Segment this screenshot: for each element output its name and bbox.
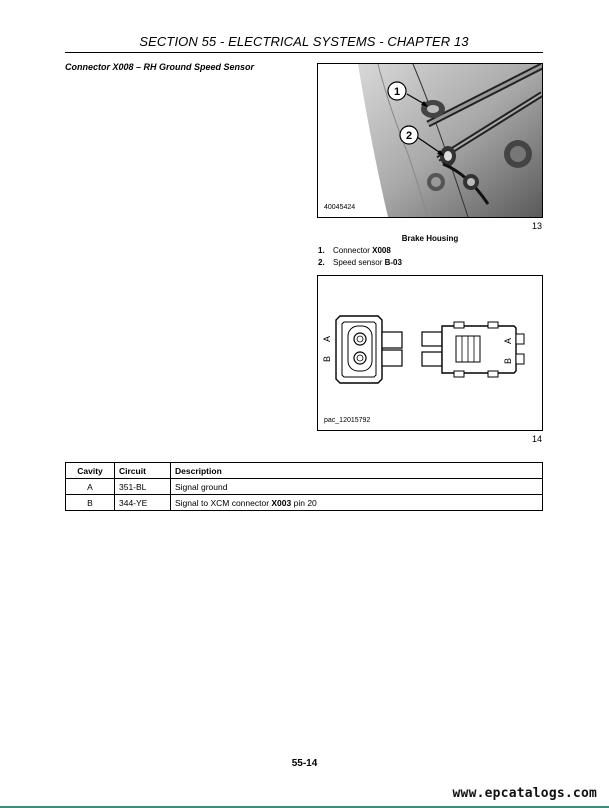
figure-13-photo (317, 63, 543, 218)
figure-13-image-id: 40045424 (324, 204, 356, 211)
description-text: Signal to XCM connector (175, 497, 272, 508)
callout-2: 2 (405, 130, 413, 142)
legend-item (318, 258, 402, 267)
cell-description (171, 479, 543, 495)
table-header-row (66, 463, 543, 479)
header-cavity: Cavity (66, 463, 115, 479)
legend-item (318, 246, 391, 255)
cavity-table (65, 462, 543, 511)
table-row (66, 495, 543, 511)
cell-circuit: 344-YE (115, 495, 171, 511)
description-text: Signal ground (175, 481, 228, 492)
legend-bold: X008 (372, 246, 391, 255)
cell-cavity: A (66, 479, 115, 495)
left-cavity-a-label: A (322, 335, 332, 343)
left-cavity-b-label: B (322, 355, 332, 363)
cell-cavity: B (66, 495, 115, 511)
figure-14-drawing (317, 275, 543, 431)
right-cavity-a-label: A (503, 337, 513, 345)
cell-circuit: 351-BL (115, 479, 171, 495)
header-description: Description (171, 463, 543, 479)
callout-1: 1 (393, 86, 401, 98)
figure-13-caption: Brake Housing (401, 234, 459, 243)
connector-title: Connector X008 – RH Ground Speed Sensor (65, 62, 255, 72)
figure-13-number: 13 (532, 221, 543, 231)
legend-text: Speed sensor (333, 258, 385, 267)
description-bold: X003 (271, 497, 292, 508)
header-rule (65, 52, 543, 53)
watermark: www.epcatalogs.com (452, 786, 597, 801)
legend-text: Connector (333, 246, 373, 255)
header-circuit: Circuit (115, 463, 171, 479)
table-row (66, 479, 543, 495)
right-cavity-b-label: B (503, 357, 513, 365)
figure-14-image-id: pac_12015792 (324, 417, 371, 424)
page-number: 55-14 (291, 758, 318, 769)
cell-description (171, 495, 543, 511)
legend-num: 1. (318, 246, 325, 255)
figure-14-number: 14 (532, 434, 543, 444)
description-suffix: pin 20 (291, 497, 317, 508)
legend-bold: B-03 (384, 258, 402, 267)
legend-num: 2. (318, 258, 325, 267)
page-header-title: SECTION 55 - ELECTRICAL SYSTEMS - CHAPTER 13 (139, 34, 469, 49)
